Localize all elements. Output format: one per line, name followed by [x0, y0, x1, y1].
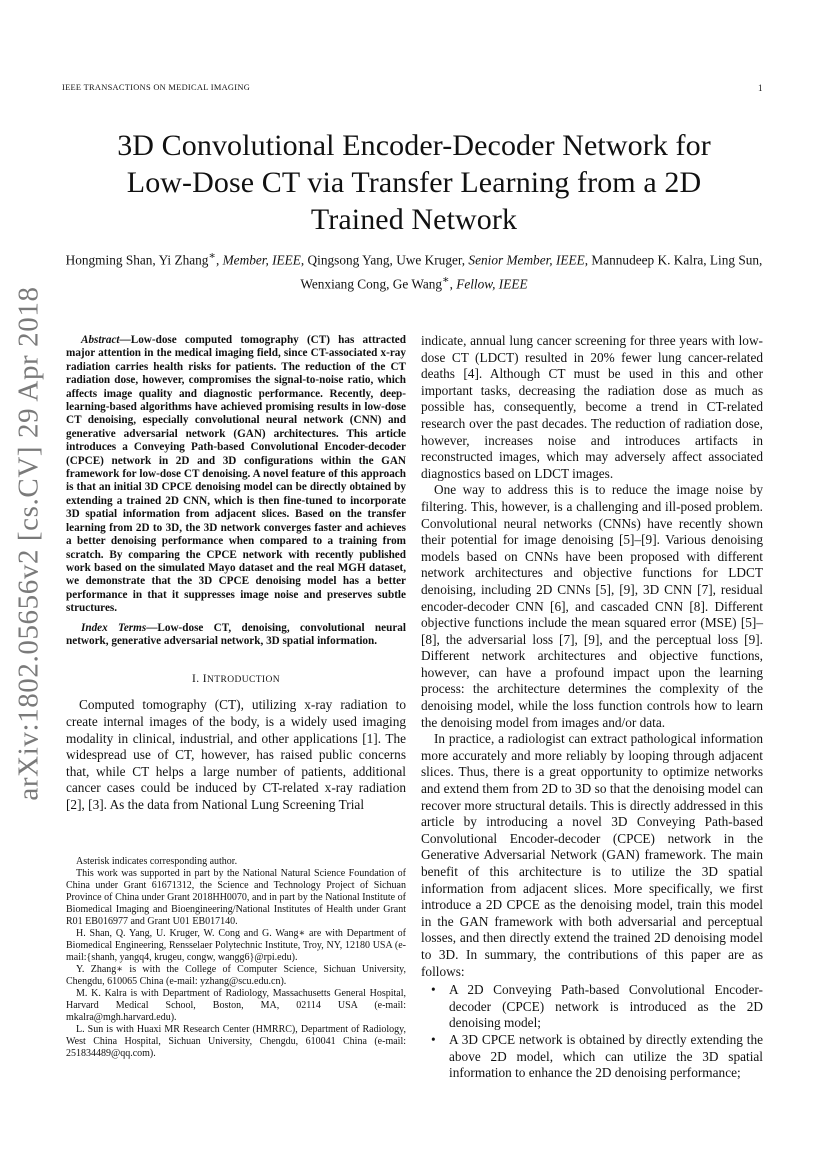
author-names: Hongming Shan, Yi Zhang [65, 252, 209, 268]
author-role: Member, IEEE [222, 252, 301, 268]
paper-title [40, 127, 788, 238]
left-column [66, 334, 406, 814]
author-list: Hongming Shan, Yi Zhang∗, Member, IEEE, Qingsong Yang, Uwe Kruger, Senior Member, IEEE, Mannudeep K. Kalra, Ling Sun, Wenxiang Cong, Ge Wang∗, Fellow, IEEE [65, 250, 763, 292]
author-role: Fellow, IEEE [456, 276, 528, 292]
contributions-list [421, 982, 763, 1082]
arxiv-identifier: arXiv:1802.05656v2 [cs.CV] 29 Apr 2018 [12, 285, 45, 801]
index-terms-label: Index Terms [81, 621, 147, 634]
abstract [66, 334, 406, 616]
footnotes [66, 856, 406, 1060]
body-paragraph: One way to address this is to reduce the image noise by filtering. This, however, is a challenging and ill-posed problem. Convolutional neural networks (CNNs) have recently shown their potential for image denoising [5]–[9]. Various denoising models based on CNNs have been proposed with different network architectures and objective functions for LDCT denoising, including 2D CNNs [5], [9], 3D CNN [7], residual encoder-decoder CNN [6], and cascaded CNN [8]. Different objective functions include the mean squared error (MSE) [5]–[8], the adversarial loss [7], [9], and the perceptual loss [9]. Different network architectures and objective functions, however, can have a profound impact upon the learning process: the architecture determines the complexity of the denoising model, while the loss function controls how to learn the denoising model from images and/or data. [421, 482, 763, 730]
intro-paragraph: Computed tomography (CT), utilizing x-ray radiation to create internal images of the body, is a widely used imaging modality in clinical, industrial, and other applications [1]. The widespread use of CT, however, has raised public concerns that, while CT helps a large number of patients, additional cancer cases could be induced by CT-related x-ray radiation [2], [3]. As the data from National Lung Screening Trial [66, 697, 406, 812]
footnote: L. Sun is with Huaxi MR Research Center (HMRRC), Department of Radiology, West China Hospital, Sichuan University, Chengdu, 610041 China (e-mail: 251834489@qq.com). [66, 1024, 406, 1059]
list-item: • A 2D Conveying Path-based Convolutional Encoder-decoder (CPCE) network is introduced as the 2D denoising model; [431, 982, 763, 1031]
body-paragraph: indicate, annual lung cancer screening for three years with low-dose CT (LDCT) resulted in 20% fewer lung cancer-related deaths [4]. Although CT must be used in this and other important tasks, decreasing the radiation dose as much as possible has, consequently, become a trend in CT-related research over the past decades. The reduction of radiation dose, however, increases noise and introduces artifacts in reconstructed images, which may adversely affect associated diagnostics based on LDCT images. [421, 333, 763, 481]
corresponding-mark: ∗ [208, 250, 216, 262]
list-item: • A 3D CPCE network is obtained by directly extending the above 2D model, which can utilize the 3D spatial information to enhance the 2D denoising performance; [431, 1031, 763, 1081]
body-paragraph: In practice, a radiologist can extract pathological information more accurately and more reliably by looping through adjacent slices. Thus, there is a great opportunity to optimize networks and extend them from 2D to 3D so that the denoising model can recover more structural details. This is directly addressed in this article by introducing a novel 3D Conveying Path-based Convolutional Encoder-decoder (CPCE) network in the Generative Adversarial Network (GAN) framework. The main benefit of this architecture is to utilize the 3D spatial information from adjacent slices. More specifically, we first introduce a 2D CPCE as the denoising model, train this model in the GAN framework with both adversarial and perceptual losses, and then directly extend the trained 2D denoising model to 3D. In summary, the contributions of this paper are as follows: [421, 731, 763, 979]
footnote: H. Shan, Q. Yang, U. Kruger, W. Cong and G. Wang∗ are with Department of Biomedical Engineering, Rensselaer Polytechnic Institute, Troy, NY, 12180 USA (e-mail:{shanh, yangq4, krugeu, congw, wangg6}@rpi.edu). [66, 928, 406, 963]
abstract-text: —Low-dose computed tomography (CT) has attracted major attention in the medical imaging field, since CT-associated x-ray radiation carries health risks for patients. The reduction of the CT radiation dose, however, compromises the signal-to-noise ratio, which affects image quality and diagnostic performance. Recently, deep-learning-based algorithms have achieved promising results in low-dose CT denoising, especially convolutional neural network (CNN) and generative adversarial network (GAN) architectures. This article introduces a Conveying Path-based Convolutional Encoder-decoder (CPCE) network in 2D and 3D configurations within the GAN framework for low-dose CT denoising. A novel feature of this approach is that an initial 3D CPCE denoising model can be directly obtained by extending a trained 2D CNN, which is then fine-tuned to incorporate 3D spatial information from adjacent slices. Based on the transfer learning from 2D to 3D, the 3D network converges faster and achieves a better denoising performance when compared to a training from scratch. By comparing the CPCE network with recently published work based on the simulated Mayo dataset and the real MGH dataset, we demonstrate that the 3D CPCE denoising model has a better performance in that it suppresses image noise and preserves subtle structures. [66, 334, 406, 615]
title-line: Low-Dose CT via Transfer Learning from a 2D [126, 166, 702, 199]
bullet-marker: • [431, 982, 436, 998]
footnote: This work was supported in part by the National Natural Science Foundation of China under Grant 61671312, the Science and Technology Project of Sichuan Province of China under Grant 2018HH0070, and in part by the National Institute of Biomedical Imaging and Bioengineering/National Institutes of Health under Grant R01 EB016977 and Grant U01 EB017140. [66, 868, 406, 927]
footnote: M. K. Kalra is with Department of Radiology, Massachusetts General Hospital, Harvard Medical School, Boston, MA, 02114 USA (e-mail: mkalra@mgh.harvard.edu). [66, 988, 406, 1023]
author-names: Qingsong Yang, Uwe Kruger, [307, 252, 469, 268]
running-header: IEEE TRANSACTIONS ON MEDICAL IMAGING [62, 83, 251, 92]
page-number: 1 [758, 83, 763, 93]
abstract-label: Abstract [81, 334, 120, 346]
author-role: Senior Member, IEEE [468, 252, 585, 268]
arxiv-stamp [12, 285, 46, 801]
bullet-marker: • [431, 1031, 436, 1047]
title-line: Trained Network [310, 203, 518, 236]
right-column [421, 333, 763, 1082]
index-terms [66, 622, 406, 649]
corresponding-mark: ∗ [442, 274, 450, 287]
title-line: 3D Convolutional Encoder-Decoder Network for [117, 129, 711, 162]
section-heading: I. INTRODUCTION [191, 673, 281, 686]
index-terms-text: —Low-dose CT, denoising, convolutional neural network, generative adversarial network, 3D spatial information. [66, 621, 406, 647]
footnote: Y. Zhang∗ is with the College of Computer Science, Sichuan University, Chengdu, 610065 China (e-mail: yzhang@scu.edu.cn). [66, 964, 406, 987]
author-names: Mannudeep K. Kalra, Ling Sun, Wenxiang Cong, Ge Wang [300, 252, 763, 292]
footnote: Asterisk indicates corresponding author. [76, 856, 238, 867]
